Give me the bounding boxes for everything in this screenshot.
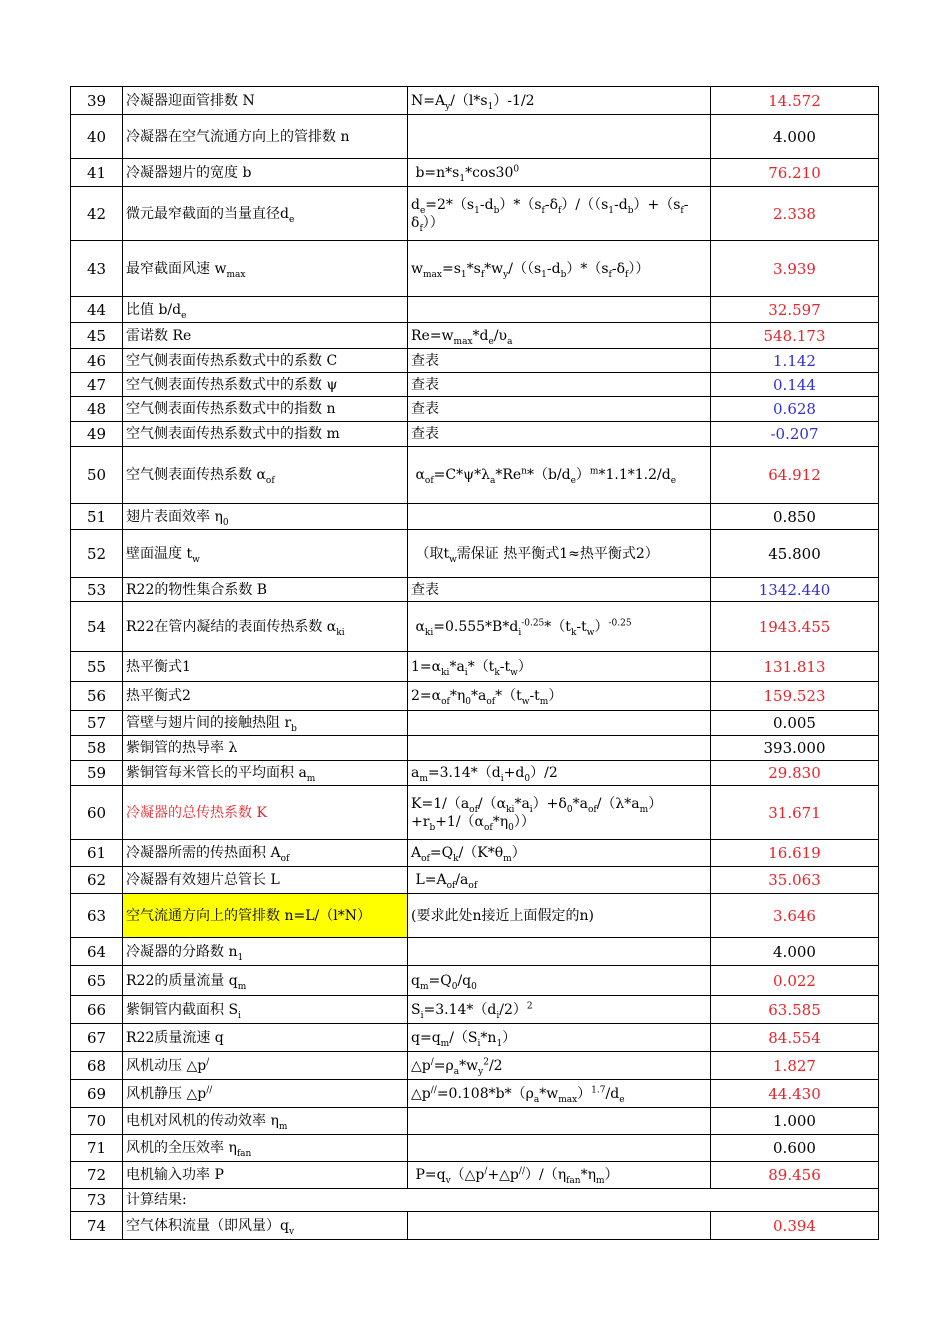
row-number: 42 bbox=[71, 187, 123, 241]
row-number: 65 bbox=[71, 966, 123, 996]
parameter-name: 冷凝器的分路数 $n_1$ bbox=[123, 938, 408, 966]
result-value: -0.207 bbox=[711, 422, 879, 447]
formula-cell: $q_m=Q_0/q_0$ bbox=[408, 966, 711, 996]
formula-cell: （取$t_w$需保证 热平衡式1≈热平衡式2） bbox=[408, 530, 711, 578]
formula-cell bbox=[408, 297, 711, 323]
result-value: 4.000 bbox=[711, 938, 879, 966]
row-number: 71 bbox=[71, 1135, 123, 1162]
formula-cell: $\alpha_{of}=C*\psi*\lambda_a*Re^n*(b/d_e)^m*1.1*1.2/d_e$ bbox=[408, 447, 711, 504]
table-row bbox=[71, 87, 879, 115]
row-number: 70 bbox=[71, 1108, 123, 1135]
formula-cell bbox=[408, 1108, 711, 1135]
parameter-name: 空气侧表面传热系数式中的指数 m bbox=[123, 422, 408, 447]
result-value: 84.554 bbox=[711, 1024, 879, 1052]
row-number: 55 bbox=[71, 652, 123, 682]
result-value: 131.813 bbox=[711, 652, 879, 682]
parameter-name: 翅片表面效率 $\eta_0$ bbox=[123, 504, 408, 530]
row-number: 59 bbox=[71, 761, 123, 786]
row-number: 58 bbox=[71, 736, 123, 761]
table-row bbox=[71, 840, 879, 867]
parameter-name: 冷凝器翅片的宽度 b bbox=[123, 159, 408, 187]
result-value: 63.585 bbox=[711, 996, 879, 1024]
parameter-name: 冷凝器所需的传热面积 $A_{of}$ bbox=[123, 840, 408, 867]
table-row bbox=[71, 1108, 879, 1135]
row-number: 72 bbox=[71, 1162, 123, 1189]
formula-cell: $1=\alpha_{ki}*a_i*(t_k-t_w)$ bbox=[408, 652, 711, 682]
parameter-name: 紫铜管的热导率 λ bbox=[123, 736, 408, 761]
parameter-name: 壁面温度 $t_w$ bbox=[123, 530, 408, 578]
table-row bbox=[71, 241, 879, 297]
parameter-name: R22的质量流量 $q_m$ bbox=[123, 966, 408, 996]
formula-cell: $Re=w_{max}*d_e/\upsilon_a$ bbox=[408, 323, 711, 349]
parameter-name: 空气侧表面传热系数 $\alpha_{of}$ bbox=[123, 447, 408, 504]
table-row bbox=[71, 682, 879, 711]
parameter-name: 风机的全压效率 $\eta_{fan}$ bbox=[123, 1135, 408, 1162]
row-number: 73 bbox=[71, 1189, 123, 1212]
formula-cell: $K=1/(a_{of}/(\alpha_{ki}*a_i)+\delta_0*a_{of}/(\lambda*a_m)+r_b+1/(\alpha_{of}*\eta_0))$ bbox=[408, 786, 711, 840]
parameter-name: 空气体积流量（即风量）$q_v$ bbox=[123, 1212, 408, 1240]
table-row bbox=[71, 1162, 879, 1189]
result-value: 0.600 bbox=[711, 1135, 879, 1162]
formula-cell: (要求此处n接近上面假定的n) bbox=[408, 894, 711, 938]
row-number: 40 bbox=[71, 115, 123, 159]
result-value: 31.671 bbox=[711, 786, 879, 840]
table-row bbox=[71, 786, 879, 840]
row-number: 60 bbox=[71, 786, 123, 840]
table-row bbox=[71, 349, 879, 373]
parameter-name: R22在管内凝结的表面传热系数 $\alpha_{ki}$ bbox=[123, 602, 408, 652]
formula-cell: 查表 bbox=[408, 373, 711, 397]
table-row bbox=[71, 1024, 879, 1052]
result-value: 0.394 bbox=[711, 1212, 879, 1240]
row-number: 74 bbox=[71, 1212, 123, 1240]
formula-cell: $\triangle p^{//}=0.108*b*(\rho_a*w_{max})^{1.7}/d_e$ bbox=[408, 1080, 711, 1108]
table-row bbox=[71, 1052, 879, 1080]
parameter-name: 微元最窄截面的当量直径$d_e$ bbox=[123, 187, 408, 241]
row-number: 67 bbox=[71, 1024, 123, 1052]
formula-cell bbox=[408, 938, 711, 966]
formula-cell bbox=[408, 1212, 711, 1240]
result-value: 159.523 bbox=[711, 682, 879, 711]
formula-cell bbox=[408, 115, 711, 159]
table-row bbox=[71, 115, 879, 159]
result-value: 2.338 bbox=[711, 187, 879, 241]
table-row bbox=[71, 422, 879, 447]
formula-cell: 查表 bbox=[408, 422, 711, 447]
parameter-name: 空气侧表面传热系数式中的系数 ψ bbox=[123, 373, 408, 397]
row-number: 45 bbox=[71, 323, 123, 349]
row-number: 51 bbox=[71, 504, 123, 530]
result-value: 4.000 bbox=[711, 115, 879, 159]
row-number: 57 bbox=[71, 711, 123, 736]
parameter-name: 计算结果: bbox=[123, 1189, 879, 1212]
table-row bbox=[71, 297, 879, 323]
parameter-name: 紫铜管内截面积 $S_i$ bbox=[123, 996, 408, 1024]
row-number: 44 bbox=[71, 297, 123, 323]
table-row bbox=[71, 996, 879, 1024]
table-row bbox=[71, 652, 879, 682]
result-value: 1943.455 bbox=[711, 602, 879, 652]
formula-cell: $S_i=3.14*(d_i/2)^2$ bbox=[408, 996, 711, 1024]
parameter-name: 冷凝器有效翅片总管长 L bbox=[123, 867, 408, 894]
row-number: 46 bbox=[71, 349, 123, 373]
formula-cell: 查表 bbox=[408, 397, 711, 422]
row-number: 69 bbox=[71, 1080, 123, 1108]
row-number: 53 bbox=[71, 578, 123, 602]
formula-cell: $b=n*s_1*\cos 30^0$ bbox=[408, 159, 711, 187]
row-number: 63 bbox=[71, 894, 123, 938]
row-number: 68 bbox=[71, 1052, 123, 1080]
result-value: 0.022 bbox=[711, 966, 879, 996]
table-row bbox=[71, 602, 879, 652]
result-value: 16.619 bbox=[711, 840, 879, 867]
parameter-name: R22质量流速 q bbox=[123, 1024, 408, 1052]
parameter-name: 管壁与翅片间的接触热阻 $r_b$ bbox=[123, 711, 408, 736]
result-value: 0.850 bbox=[711, 504, 879, 530]
result-value: 44.430 bbox=[711, 1080, 879, 1108]
row-number: 56 bbox=[71, 682, 123, 711]
table-row bbox=[71, 938, 879, 966]
parameter-name: 空气侧表面传热系数式中的指数 n bbox=[123, 397, 408, 422]
result-value: 89.456 bbox=[711, 1162, 879, 1189]
parameter-name: 最窄截面风速 $w_{max}$ bbox=[123, 241, 408, 297]
result-value: 1342.440 bbox=[711, 578, 879, 602]
result-value: 32.597 bbox=[711, 297, 879, 323]
row-number: 50 bbox=[71, 447, 123, 504]
formula-cell: $q=q_m/(S_i*n_1)$ bbox=[408, 1024, 711, 1052]
table-row bbox=[71, 1080, 879, 1108]
result-value: 14.572 bbox=[711, 87, 879, 115]
result-value: 393.000 bbox=[711, 736, 879, 761]
table-row bbox=[71, 447, 879, 504]
table-row bbox=[71, 373, 879, 397]
row-number: 47 bbox=[71, 373, 123, 397]
formula-cell bbox=[408, 736, 711, 761]
row-number: 61 bbox=[71, 840, 123, 867]
parameter-name: 冷凝器迎面管排数 N bbox=[123, 87, 408, 115]
formula-cell: $w_{max}=s_1*s_f*w_y/((s_1-d_b)*(s_f-\delta_f))$ bbox=[408, 241, 711, 297]
table-row bbox=[71, 761, 879, 786]
formula-cell: $2=\alpha_{of}*\eta_0*a_{of}*(t_w-t_m)$ bbox=[408, 682, 711, 711]
formula-cell bbox=[408, 1135, 711, 1162]
parameter-name: 热平衡式1 bbox=[123, 652, 408, 682]
result-value: 3.646 bbox=[711, 894, 879, 938]
table-row bbox=[71, 1212, 879, 1240]
parameter-name: 电机对风机的传动效率 $\eta_m$ bbox=[123, 1108, 408, 1135]
row-number: 54 bbox=[71, 602, 123, 652]
row-number: 66 bbox=[71, 996, 123, 1024]
parameter-name: 电机输入功率 P bbox=[123, 1162, 408, 1189]
formula-cell: $N=A_y/(l*s_1)-1/2$ bbox=[408, 87, 711, 115]
row-number: 43 bbox=[71, 241, 123, 297]
parameter-name: R22的物性集合系数 B bbox=[123, 578, 408, 602]
result-value: 1.827 bbox=[711, 1052, 879, 1080]
table-row bbox=[71, 323, 879, 349]
calculation-table bbox=[70, 86, 879, 1240]
table-row bbox=[71, 867, 879, 894]
table-row bbox=[71, 187, 879, 241]
formula-cell: $d_e=2*(s_1-d_b)*(s_f-\delta_f)/((s_1-d_b)+(s_f-\delta_f))$ bbox=[408, 187, 711, 241]
result-value: 64.912 bbox=[711, 447, 879, 504]
row-number: 62 bbox=[71, 867, 123, 894]
result-value: 35.063 bbox=[711, 867, 879, 894]
result-value: 76.210 bbox=[711, 159, 879, 187]
parameter-name: 风机动压 △p/ bbox=[123, 1052, 408, 1080]
result-value: 45.800 bbox=[711, 530, 879, 578]
parameter-name: 紫铜管每米管长的平均面积 $a_m$ bbox=[123, 761, 408, 786]
parameter-name: 冷凝器的总传热系数 K bbox=[123, 786, 408, 840]
result-value: 0.005 bbox=[711, 711, 879, 736]
table-row bbox=[71, 159, 879, 187]
formula-cell: $\alpha_{ki}=0.555*B*d_i^{-0.25}*(t_k-t_w)^{-0.25}$ bbox=[408, 602, 711, 652]
row-number: 49 bbox=[71, 422, 123, 447]
parameter-name: 空气流通方向上的管排数 n=L/（l*N） bbox=[123, 894, 408, 938]
formula-cell: $A_{of}=Q_k/(K*\theta_m)$ bbox=[408, 840, 711, 867]
parameter-name: 雷诺数 Re bbox=[123, 323, 408, 349]
result-value: 1.142 bbox=[711, 349, 879, 373]
formula-cell: $P=q_v(\triangle p^/+\triangle p^{//})/(\eta_{fan}*\eta_m)$ bbox=[408, 1162, 711, 1189]
formula-cell: $a_m=3.14*(d_i+d_0)/2$ bbox=[408, 761, 711, 786]
row-number: 41 bbox=[71, 159, 123, 187]
table-row bbox=[71, 1135, 879, 1162]
result-value: 1.000 bbox=[711, 1108, 879, 1135]
table-row bbox=[71, 894, 879, 938]
formula-cell bbox=[408, 711, 711, 736]
formula-cell bbox=[408, 504, 711, 530]
parameter-name: 空气侧表面传热系数式中的系数 C bbox=[123, 349, 408, 373]
formula-cell: $\triangle p^/=\rho_a*w_y^2/2$ bbox=[408, 1052, 711, 1080]
formula-cell: 查表 bbox=[408, 578, 711, 602]
formula-cell: 查表 bbox=[408, 349, 711, 373]
table-row bbox=[71, 397, 879, 422]
table-row bbox=[71, 966, 879, 996]
result-value: 548.173 bbox=[711, 323, 879, 349]
parameter-name: 风机静压 △p// bbox=[123, 1080, 408, 1108]
row-number: 39 bbox=[71, 87, 123, 115]
parameter-name: 热平衡式2 bbox=[123, 682, 408, 711]
row-number: 48 bbox=[71, 397, 123, 422]
table-row bbox=[71, 711, 879, 736]
result-value: 0.144 bbox=[711, 373, 879, 397]
table-row bbox=[71, 1189, 879, 1212]
table-row bbox=[71, 504, 879, 530]
parameter-name: 冷凝器在空气流通方向上的管排数 n bbox=[123, 115, 408, 159]
parameter-name: 比值 $b/d_e$ bbox=[123, 297, 408, 323]
table-row bbox=[71, 736, 879, 761]
table-row bbox=[71, 530, 879, 578]
result-value: 29.830 bbox=[711, 761, 879, 786]
result-value: 3.939 bbox=[711, 241, 879, 297]
result-value: 0.628 bbox=[711, 397, 879, 422]
table-row bbox=[71, 578, 879, 602]
row-number: 52 bbox=[71, 530, 123, 578]
table-body bbox=[71, 87, 879, 1240]
formula-cell: $L=A_{of}/a_{of}$ bbox=[408, 867, 711, 894]
row-number: 64 bbox=[71, 938, 123, 966]
